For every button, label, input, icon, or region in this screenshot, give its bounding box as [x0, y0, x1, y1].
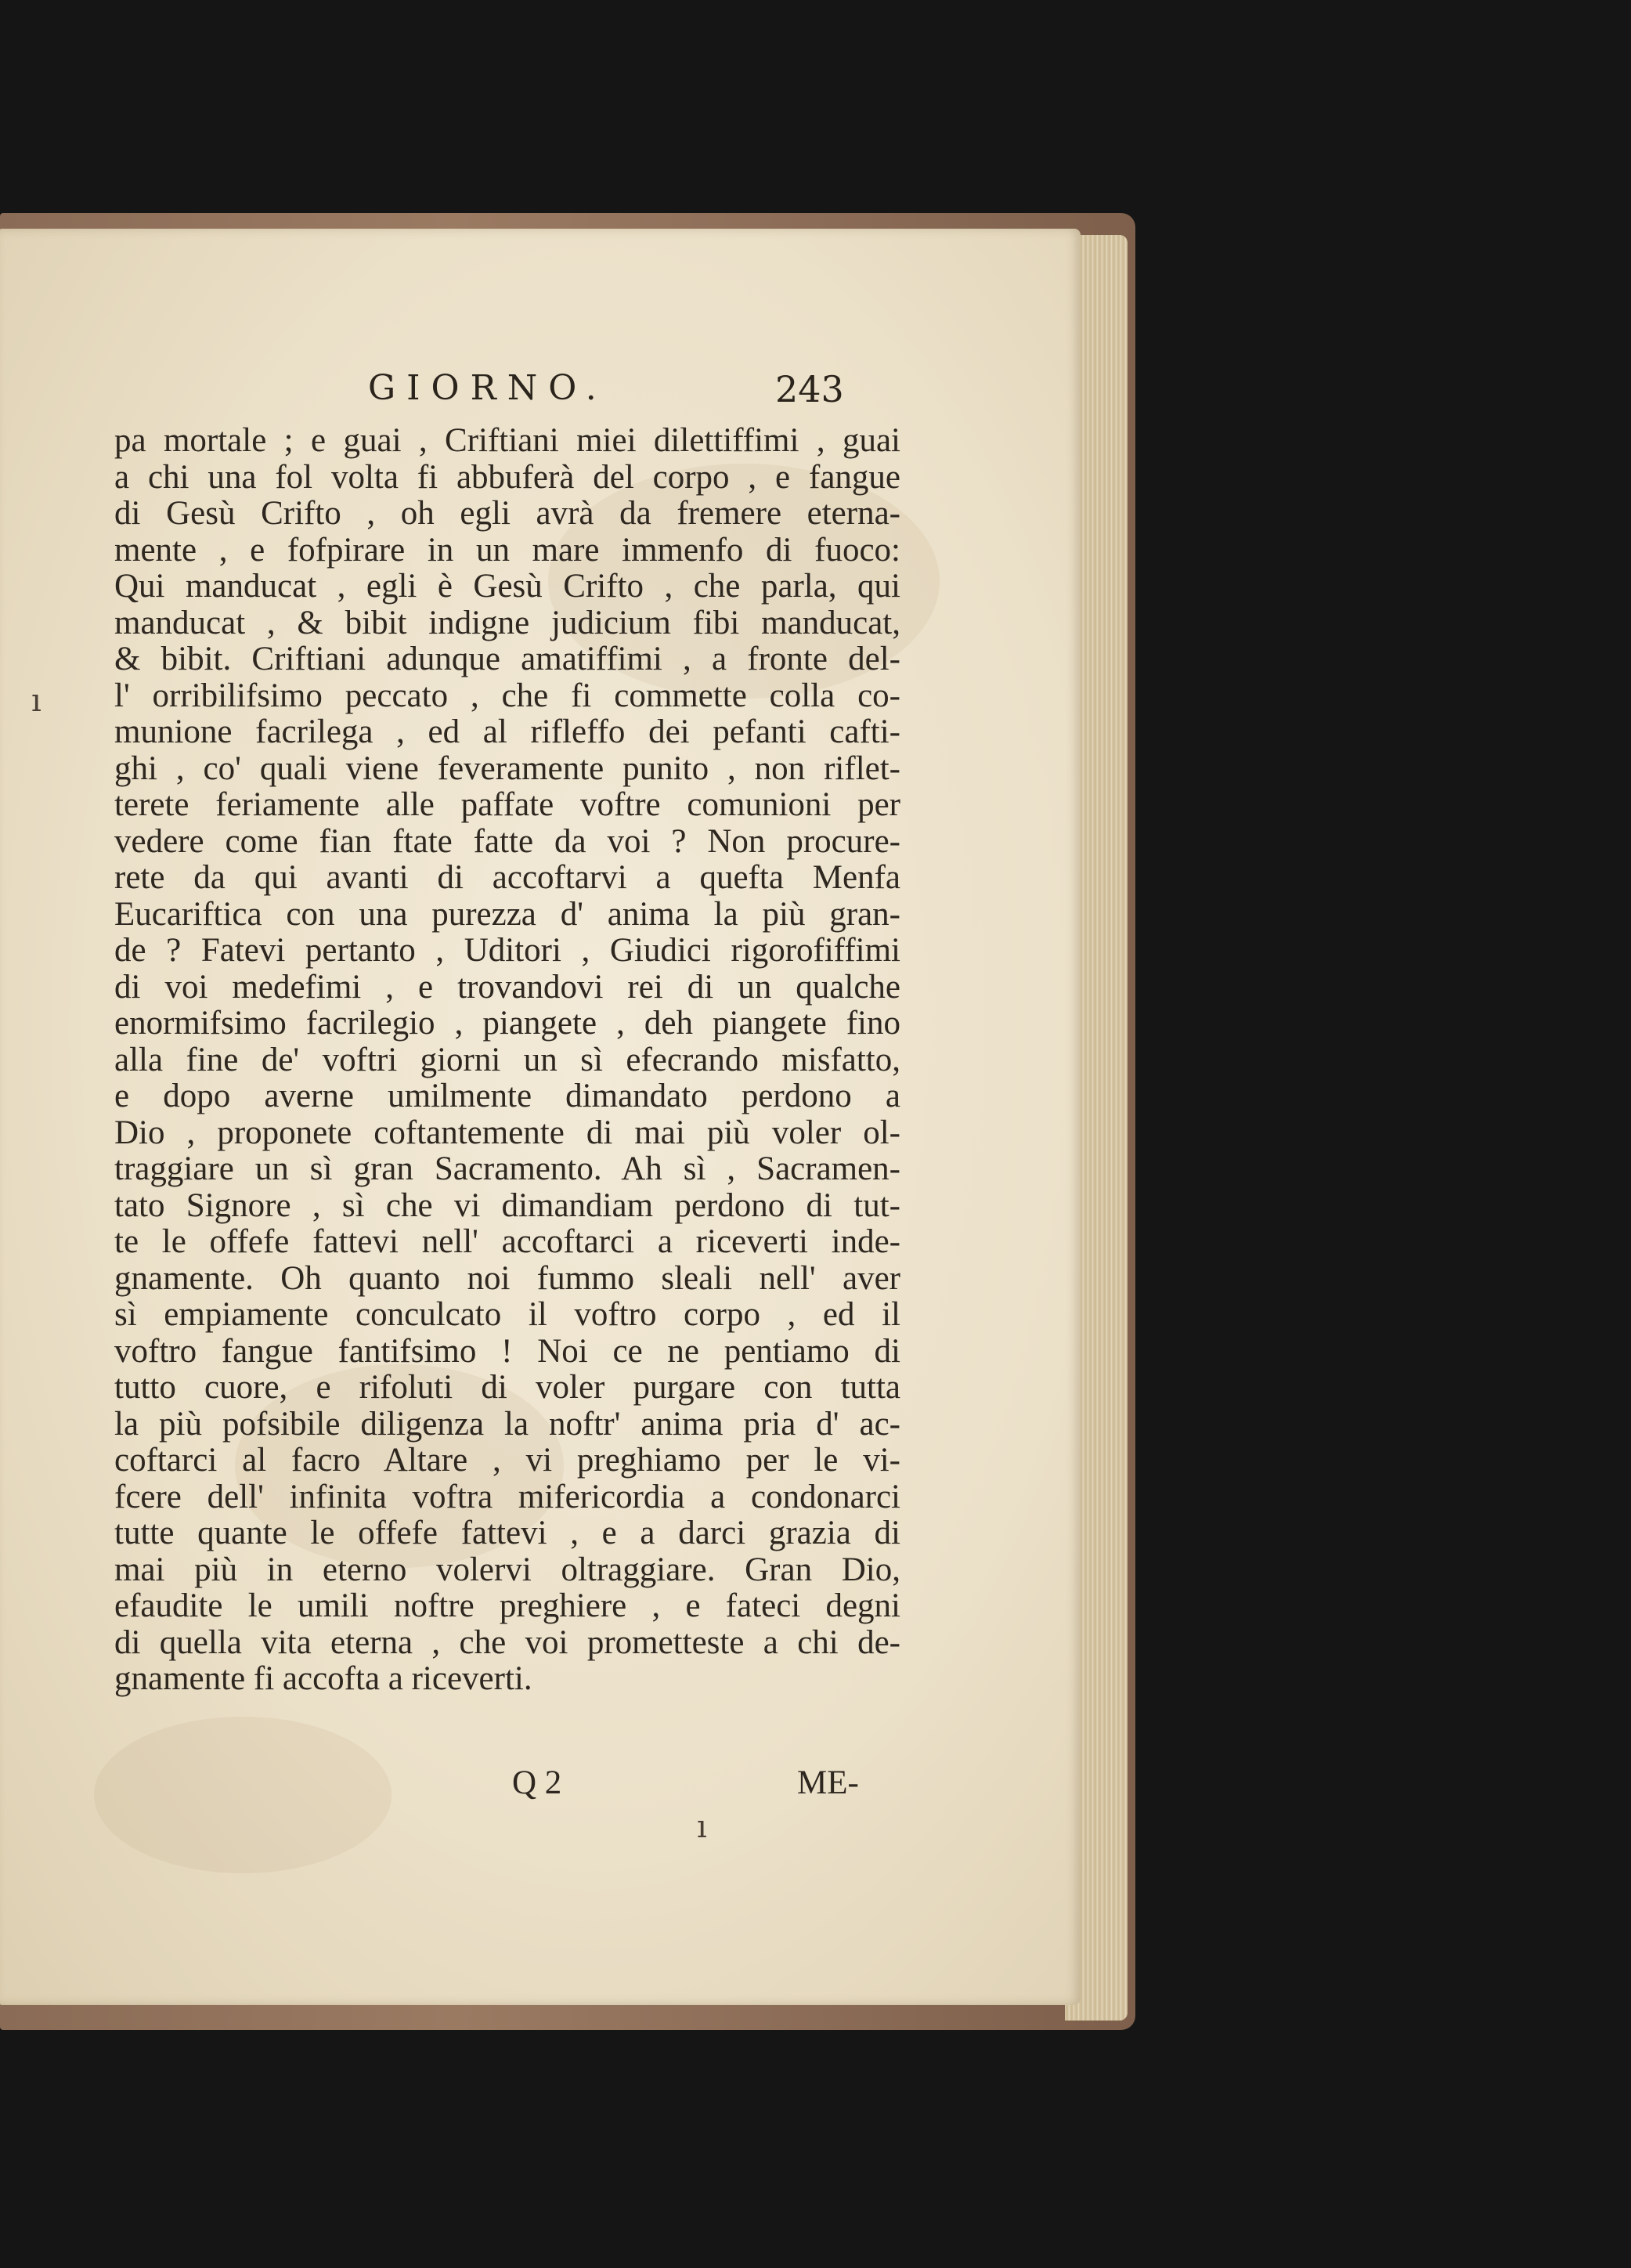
running-head-title: GIORNO. [368, 368, 608, 408]
text-line: tato Signore , sì che vi dimandiam perdono di tut- [114, 1186, 900, 1224]
text-line: la più pofsibile diligenza la noftr' anima pria d' ac- [114, 1405, 900, 1443]
text-line: l' orribilifsimo peccato , che fi commette colla co- [114, 677, 900, 714]
text-line: fcere dell' infinita voftra mifericordia a condonarci [114, 1478, 900, 1515]
text-line: rete da qui avanti di accoftarvi a quefta Menfa [114, 859, 900, 896]
text-line: Eucariftica con una purezza d' anima la più gran- [114, 895, 900, 933]
text-line: Dio , proponete coftantemente di mai più voler ol- [114, 1114, 900, 1151]
text-line: vedere come fian ftate fatte da voi ? Non procure- [114, 822, 900, 860]
margin-ink-mark: ı [697, 1809, 707, 1845]
text-line: e dopo averne umilmente dimandato perdono a [114, 1078, 900, 1114]
text-line: a chi una fol volta fi abbuferà del corpo , e fangue [114, 458, 900, 496]
margin-ink-mark: ı [31, 683, 41, 719]
text-line: efaudite le umili noftre preghiere , e fateci degni [114, 1587, 900, 1624]
text-line: di Gesù Crifto , oh egli avrà da fremere eterna- [114, 495, 900, 532]
page-footer [114, 1764, 900, 1811]
text-line: te le offefe fattevi nell' accoftarci a riceverti inde- [114, 1223, 900, 1260]
text-line: pa mortale ; e guai , Criftiani miei dilettiffimi , guai [114, 422, 900, 459]
text-line: ghi , co' quali viene feveramente punito , non riflet- [114, 749, 900, 787]
page-number: 243 [775, 368, 844, 410]
text-line: tutte quante le offefe fattevi , e a darci grazia di [114, 1515, 900, 1551]
text-line: mai più in eterno volervi oltraggiare. Gran Dio, [114, 1551, 900, 1588]
text-line: di voi medefimi , e trovandovi rei di un qualche [114, 968, 900, 1006]
text-line: gnamente. Oh quanto noi fummo sleali nell' aver [114, 1259, 900, 1297]
text-line: di quella vita eterna , che voi prometteste a chi de- [114, 1623, 900, 1661]
catchword: ME- [797, 1764, 859, 1801]
text-line: gnamente fi accofta a riceverti. [114, 1660, 532, 1697]
text-line: coftarci al facro Altare , vi preghiamo per le vi- [114, 1442, 900, 1479]
text-line: manducat , & bibit indigne judicium fibi manducat, [114, 604, 900, 641]
text-line: tutto cuore, e rifoluti di voler purgare con tutta [114, 1369, 900, 1406]
text-line: terete feriamente alle paffate voftre comunioni per [114, 786, 900, 823]
text-line: de ? Fatevi pertanto , Uditori , Giudici rigorofiffimi [114, 932, 900, 969]
text-line: enormifsimo facrilegio , piangete , deh piangete fino [114, 1005, 900, 1042]
text-line: sì empiamente conculcato il voftro corpo , ed il [114, 1296, 900, 1333]
text-line: voftro fangue fantifsimo ! Noi ce ne pentiamo di [114, 1332, 900, 1370]
running-head [117, 368, 900, 423]
signature-mark: Q 2 [512, 1764, 562, 1801]
text-line: alla fine de' voftri giorni un sì efecrando misfatto, [114, 1041, 900, 1078]
text-line: munione facrilega , ed al rifleffo dei pefanti cafti- [114, 713, 900, 750]
text-line: mente , e fofpirare in un mare immenfo di fuoco: [114, 531, 900, 569]
text-line: traggiare un sì gran Sacramento. Ah sì , Sacramen- [114, 1150, 900, 1187]
text-line: Qui manducat , egli è Gesù Crifto , che parla, qui [114, 568, 900, 605]
body-text [114, 423, 900, 1698]
text-line: & bibit. Criftiani adunque amatiffimi , a fronte del- [114, 641, 900, 677]
